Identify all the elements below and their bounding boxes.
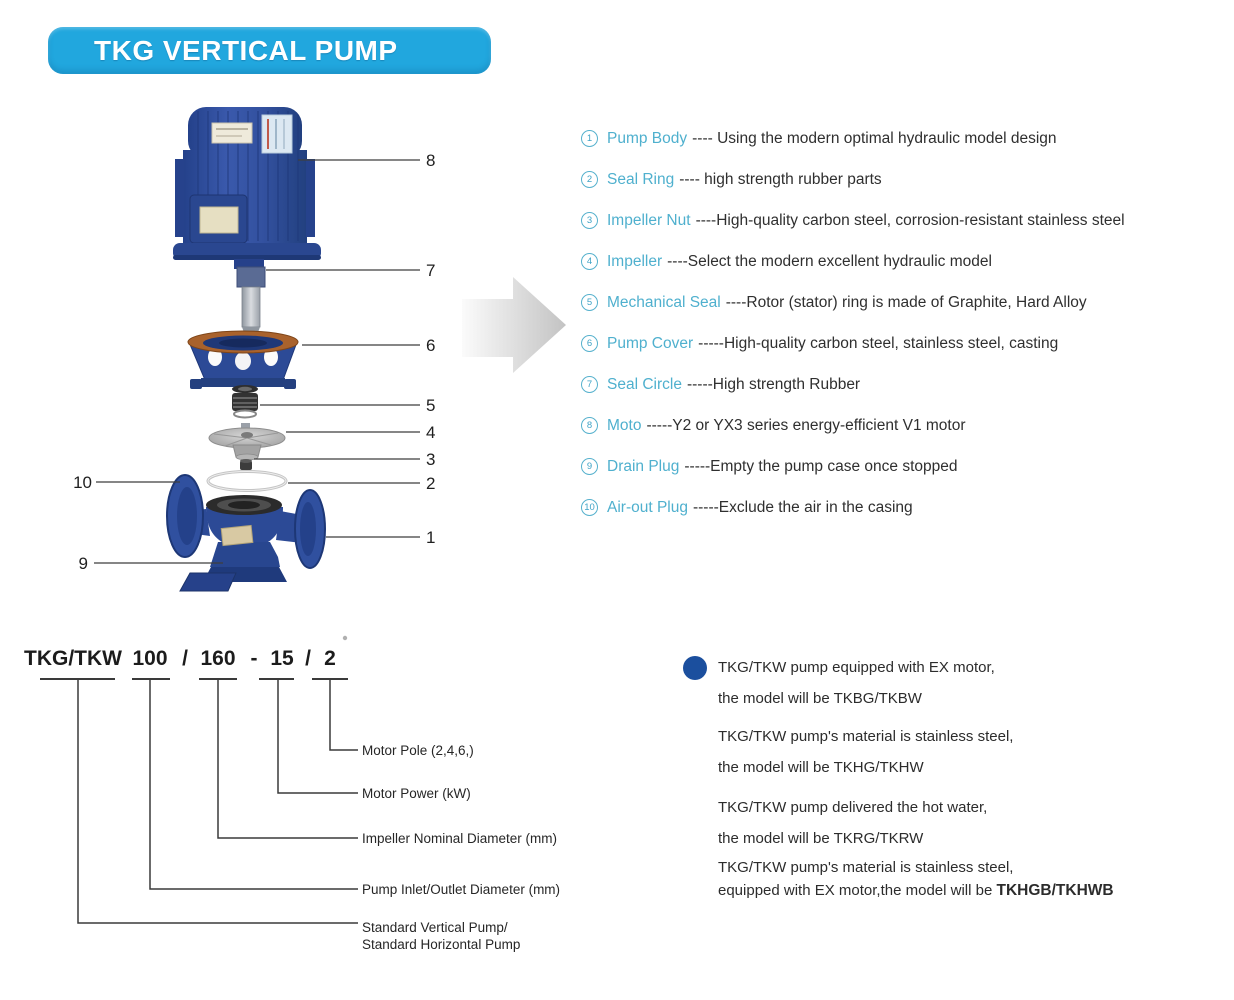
callout-4: 4 <box>426 423 436 442</box>
part-name: Seal Ring <box>607 170 675 188</box>
callout-5: 5 <box>426 396 436 415</box>
mechanical-seal <box>232 385 258 418</box>
part-list-item <box>581 487 1231 528</box>
part-list-item <box>581 446 1231 487</box>
drain-foot <box>180 573 236 591</box>
part-list-item <box>581 364 1231 405</box>
part-list-item <box>581 159 1231 200</box>
note-paragraph <box>718 721 1218 783</box>
label-impeller-diam: Impeller Nominal Diameter (mm) <box>362 831 558 846</box>
label-motor-pole: Motor Pole (2,4,6,) <box>362 743 474 758</box>
pump-body-label <box>221 525 253 545</box>
circled-number: 3 <box>581 212 598 229</box>
circled-number: 6 <box>581 335 598 352</box>
circled-number: 10 <box>581 499 598 516</box>
speck <box>343 636 347 640</box>
part-name: Air-out Plug <box>607 498 688 516</box>
part-desc: ----Select the modern excellent hydraulic model <box>667 252 992 270</box>
impeller-nut <box>240 459 252 470</box>
part-name: Seal Circle <box>607 375 682 393</box>
circled-number: 1 <box>581 130 598 147</box>
label-standard-vert: Standard Vertical Pump/ <box>362 920 508 935</box>
model-separator: - <box>250 647 258 670</box>
note-line: TKG/TKW pump's material is stainless steel, <box>718 859 1014 876</box>
circled-number: 9 <box>581 458 598 475</box>
note-line: the model will be TKRG/TKRW <box>718 830 924 847</box>
impeller <box>209 423 285 460</box>
part-name: Impeller Nut <box>607 211 691 229</box>
label-inlet-outlet: Pump Inlet/Outlet Diameter (mm) <box>362 882 561 897</box>
callout-1: 1 <box>426 528 436 547</box>
model-separator: / <box>305 647 311 670</box>
model-segment-impeller: 160 <box>200 647 236 670</box>
block-arrow-right-icon <box>462 277 566 373</box>
callout-6: 6 <box>426 336 436 355</box>
part-desc: ----High-quality carbon steel, corrosion-resistant stainless steel <box>695 211 1125 229</box>
circled-number: 8 <box>581 417 598 434</box>
note-line-prefix: equipped with EX motor,the model will be <box>718 882 997 899</box>
part-list-item <box>581 323 1231 364</box>
part-desc: ---- Using the modern optimal hydraulic model design <box>692 129 1057 147</box>
callout-2: 2 <box>426 474 436 493</box>
bullet-icon <box>683 656 707 680</box>
part-list-item <box>581 200 1231 241</box>
note-line <box>718 879 1218 902</box>
part-name: Mechanical Seal <box>607 293 721 311</box>
note-line: TKG/TKW pump delivered the hot water, <box>718 799 988 816</box>
model-segment-inlet: 100 <box>132 647 168 670</box>
label-motor-power: Motor Power (kW) <box>362 786 471 801</box>
pump-exploded-diagram <box>30 95 575 605</box>
part-desc: ----Rotor (stator) ring is made of Graphite, Hard Alloy <box>725 293 1087 311</box>
title-banner <box>48 27 491 74</box>
part-desc: -----High-quality carbon steel, stainless steel, casting <box>698 334 1059 352</box>
part-list-item <box>581 405 1231 446</box>
note-line: the model will be TKBG/TKBW <box>718 690 922 707</box>
model-segment-series: TKG/TKW <box>24 647 122 670</box>
callout-9: 9 <box>78 554 88 573</box>
part-desc: -----High strength Rubber <box>686 375 861 393</box>
model-code-diagram <box>20 630 620 970</box>
note-line: the model will be TKHG/TKHW <box>718 759 924 776</box>
circled-number: 2 <box>581 171 598 188</box>
part-name: Pump Cover <box>607 334 694 352</box>
circled-number: 4 <box>581 253 598 270</box>
part-name: Pump Body <box>607 129 688 147</box>
part-list-item <box>581 118 1231 159</box>
part-name: Moto <box>607 416 642 434</box>
callout-7: 7 <box>426 261 436 280</box>
page-title: TKG VERTICAL PUMP <box>94 34 398 66</box>
label-standard-horiz: Standard Horizontal Pump <box>362 937 521 952</box>
pump-body <box>167 475 325 591</box>
note-model-code: TKHGB/TKHWB <box>996 882 1114 899</box>
model-segment-power: 15 <box>270 647 294 670</box>
pump-cover <box>188 331 298 389</box>
note-line: TKG/TKW pump's material is stainless steel, <box>718 728 1014 745</box>
circled-number: 5 <box>581 294 598 311</box>
part-desc: -----Exclude the air in the casing <box>692 498 913 516</box>
part-list-item <box>581 241 1231 282</box>
callout-3: 3 <box>426 450 436 469</box>
parts-legend <box>581 118 1231 528</box>
note-paragraph <box>718 856 1218 902</box>
callout-10: 10 <box>73 473 92 492</box>
tree-connector-lines <box>78 679 358 923</box>
seal-ring <box>208 472 286 491</box>
motor-nameplate <box>212 123 252 143</box>
part-desc: -----Y2 or YX3 series energy-efficient V1 motor <box>646 416 966 434</box>
note-paragraph <box>718 792 1218 854</box>
note-line: TKG/TKW pump equipped with EX motor, <box>718 659 995 676</box>
model-separator: / <box>182 647 188 670</box>
part-name: Drain Plug <box>607 457 680 475</box>
part-desc: ---- high strength rubber parts <box>679 170 882 188</box>
note-paragraph <box>718 652 1218 714</box>
part-desc: -----Empty the pump case once stopped <box>684 457 958 475</box>
callout-8: 8 <box>426 151 436 170</box>
model-segment-pole: 2 <box>324 647 336 670</box>
part-list-item <box>581 282 1231 323</box>
shaft <box>237 267 265 338</box>
circled-number: 7 <box>581 376 598 393</box>
motor <box>173 107 321 269</box>
part-name: Impeller <box>607 252 663 270</box>
